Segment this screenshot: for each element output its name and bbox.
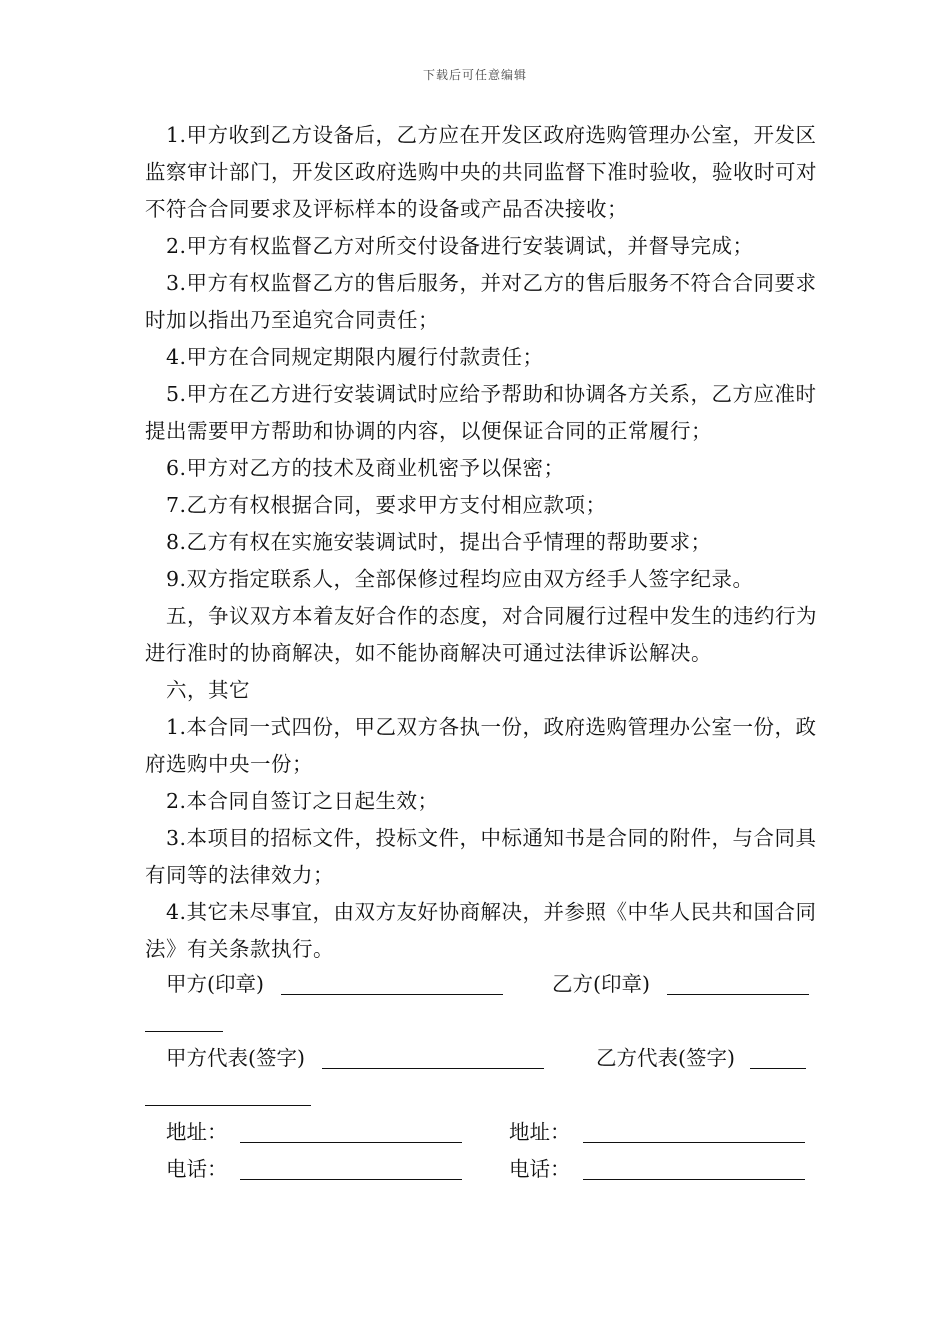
address-a-line [240, 1118, 462, 1143]
phone-b [509, 1151, 805, 1188]
party-b-seal-line-cont [145, 1007, 223, 1032]
party-b-seal-label: 乙方(印章) [552, 972, 650, 996]
clause-paragraph: 3.本项目的招标文件，投标文件，中标通知书是合同的附件，与合同具有同等的法律效力； [145, 826, 817, 887]
party-a-rep-line [322, 1044, 544, 1069]
party-b-rep [596, 1040, 806, 1077]
clause-paragraph: 1.甲方收到乙方设备后，乙方应在开发区政府选购管理办公室，开发区监察审计部门，开发区政府选购中央的共同监督下准时验收，验收时可对不符合合同要求及评标样本的设备或产品否决接收； [145, 123, 817, 221]
contract-body [145, 117, 825, 968]
clause-paragraph: 6.甲方对乙方的技术及商业机密予以保密； [166, 456, 565, 480]
address-a [166, 1114, 462, 1151]
clause-paragraph: 4.其它未尽事宜，由双方友好协商解决，并参照《中华人民共和国合同法》有关条款执行。 [145, 900, 817, 961]
party-a-rep [166, 1040, 544, 1077]
header-note: 下载后可任意编辑 [422, 68, 527, 82]
clause-paragraph: 2.甲方有权监督乙方对所交付设备进行安装调试，并督导完成； [166, 234, 754, 258]
clause-paragraph: 1.本合同一式四份，甲乙双方各执一份，政府选购管理办公室一份，政府选购中央一份； [145, 715, 817, 776]
phone-a [166, 1151, 462, 1188]
clause-paragraph: 9.双方指定联系人，全部保修过程均应由双方经手人签字纪录。 [166, 567, 754, 591]
rep-row [145, 1040, 825, 1077]
party-b-rep-label: 乙方代表(签字) [596, 1046, 735, 1070]
party-b-seal [552, 966, 809, 1003]
address-b-label: 地址： [509, 1120, 571, 1144]
party-b-seal-line [667, 970, 809, 995]
section-six-heading: 六，其它 [166, 678, 250, 702]
address-b-line [583, 1118, 805, 1143]
clause-paragraph: 2.本合同自签订之日起生效； [166, 789, 439, 813]
address-b [509, 1114, 805, 1151]
phone-b-label: 电话： [509, 1157, 571, 1181]
party-a-seal-label: 甲方(印章) [166, 972, 264, 996]
seal-continuation-row [145, 1003, 825, 1040]
address-row [145, 1114, 825, 1151]
rep-continuation [145, 1077, 311, 1114]
seal-row [145, 966, 825, 1003]
clause-paragraph: 4.甲方在合同规定期限内履行付款责任； [166, 345, 544, 369]
seal-continuation [145, 1003, 223, 1040]
clause-paragraph: 3.甲方有权监督乙方的售后服务，并对乙方的售后服务不符合合同要求时加以指出乃至追究合同责任； [145, 271, 817, 332]
signature-block [145, 966, 825, 1188]
phone-row [145, 1151, 825, 1188]
clause-paragraph: 8.乙方有权在实施安装调试时，提出合乎情理的帮助要求； [166, 530, 712, 554]
party-a-rep-label: 甲方代表(签字) [166, 1046, 305, 1070]
phone-a-line [240, 1155, 462, 1180]
address-a-label: 地址： [166, 1120, 228, 1144]
clause-paragraph: 7.乙方有权根据合同，要求甲方支付相应款项； [166, 493, 607, 517]
party-b-rep-line-cont [145, 1081, 311, 1106]
phone-b-line [583, 1155, 805, 1180]
section-five: 五，争议双方本着友好合作的态度，对合同履行过程中发生的违约行为进行准时的协商解决，如不能协商解决可通过法律诉讼解决。 [145, 604, 817, 665]
clause-paragraph: 5.甲方在乙方进行安装调试时应给予帮助和协调各方关系，乙方应准时提出需要甲方帮助和协调的内容，以便保证合同的正常履行； [145, 382, 817, 443]
party-a-seal [166, 966, 503, 1003]
party-b-rep-line [750, 1044, 806, 1069]
rep-continuation-row [145, 1077, 825, 1114]
phone-a-label: 电话： [166, 1157, 228, 1181]
party-a-seal-line [281, 970, 503, 995]
